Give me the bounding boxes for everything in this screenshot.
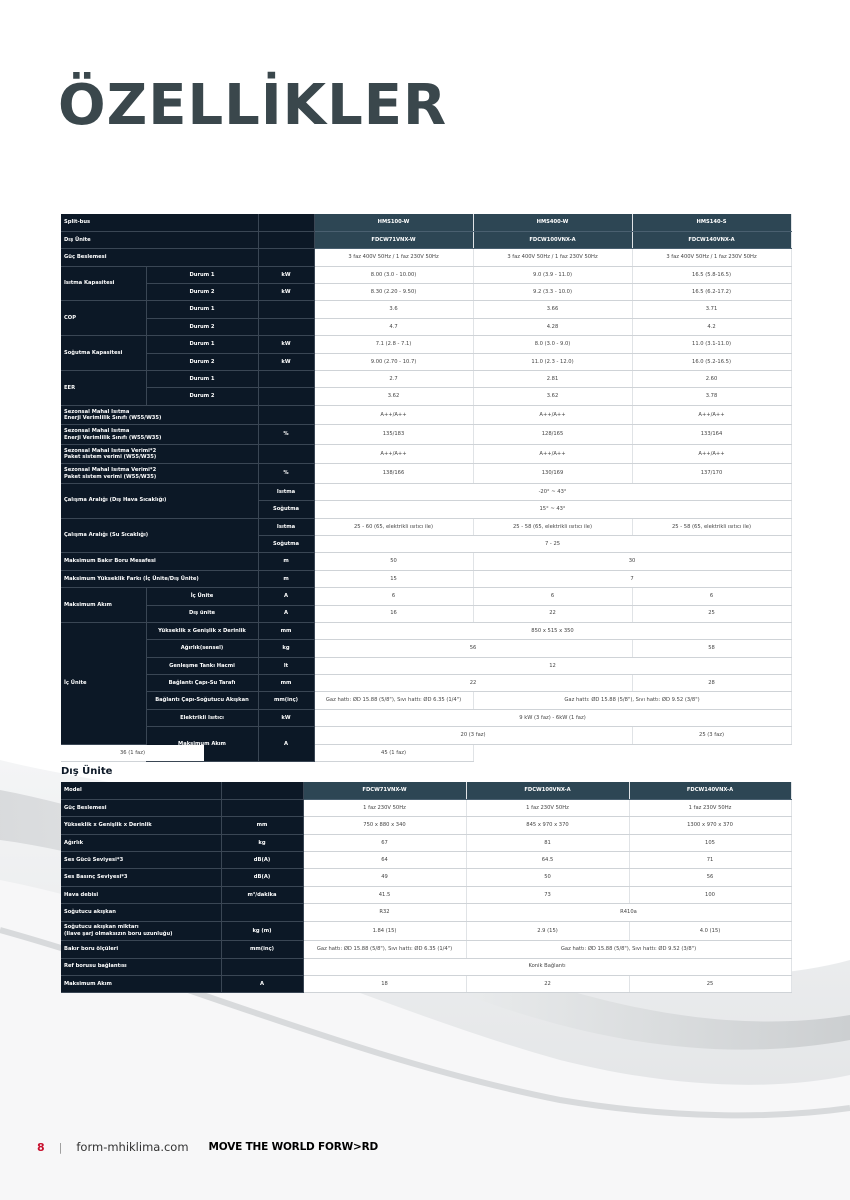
table-cell-value: 1300 x 970 x 370 <box>629 817 791 834</box>
table-row <box>61 869 791 886</box>
table-cell-label: Durum 1 <box>146 336 258 353</box>
table-cell-label: Yükseklik x Genişlik x Derinlik <box>146 622 258 639</box>
table-row <box>61 921 791 941</box>
table-row <box>61 904 791 921</box>
table-cell-label: Durum 2 <box>146 284 258 301</box>
table-cell-value: 8.00 (3.0 - 10.00) <box>314 266 473 283</box>
section-title-outdoor-unit: Dış Ünite <box>61 766 113 777</box>
table-cell-value: 28 <box>632 675 791 692</box>
table-cell-value: 12 <box>314 657 791 674</box>
table-row <box>61 214 791 231</box>
table-row <box>61 405 791 425</box>
table-cell-value: 16 <box>314 605 473 622</box>
table-cell-value: 56 <box>629 869 791 886</box>
table-cell-value: 18 <box>303 975 466 992</box>
table-cell-value: A++/A++ <box>473 405 632 425</box>
table-cell-label: kW <box>258 709 314 726</box>
table-cell-value: 25 - 60 (65, elektrikli ısıtıcı ile) <box>314 518 473 535</box>
table-row <box>61 336 791 353</box>
table-row <box>61 782 791 799</box>
table-cell-value: 1.84 (15) <box>303 921 466 941</box>
table-cell-label: Ref borusu bağlantısı <box>61 958 221 975</box>
table-cell-value: 64 <box>303 852 466 869</box>
table-cell-value: 56 <box>314 640 632 657</box>
table-cell-label: mm <box>258 675 314 692</box>
table-cell-label: Maksimum Yükseklik Farkı (İç Ünite/Dış Ünite) <box>61 570 258 587</box>
table-row <box>61 570 791 587</box>
table-cell-value: 9.00 (2.70 - 10.7) <box>314 353 473 370</box>
table-cell-label: Soğutucu akışkan miktarı (Ilave şarj olmaksızın boru uzunluğu) <box>61 921 221 941</box>
table-cell-label: A <box>221 975 303 992</box>
table-cell-value: 11.0 (2.3 - 12.0) <box>473 353 632 370</box>
table-cell-label: Genleşme Tankı Hacmi <box>146 657 258 674</box>
spec-table-outdoor <box>61 782 792 993</box>
table-cell-value: Gaz hattı: ØD 15.88 (5/8"), Sıvı hattı: ØD 6.35 (1/4") <box>314 692 473 709</box>
table-cell-value: 22 <box>466 975 629 992</box>
table-cell-value: 845 x 970 x 370 <box>466 817 629 834</box>
table-cell-value: 2.81 <box>473 371 632 388</box>
table-cell-value: 6 <box>632 588 791 605</box>
table-cell-label <box>221 799 303 816</box>
table-cell-label: dB(A) <box>221 869 303 886</box>
table-cell-label: Durum 1 <box>146 266 258 283</box>
table-cell-value: 3.62 <box>473 388 632 405</box>
footer-separator: | <box>58 1140 63 1154</box>
table-cell-value: 25 <box>632 605 791 622</box>
table-cell-value: 3.71 <box>632 301 791 318</box>
table-cell-label: Çalışma Aralığı (Dış Hava Sıcaklığı) <box>61 483 258 518</box>
table-cell-value: 71 <box>629 852 791 869</box>
table-cell-label: Isıtma <box>258 483 314 500</box>
table-row <box>61 941 791 958</box>
table-cell-value: 2.60 <box>632 371 791 388</box>
table-cell-label <box>258 405 314 425</box>
table-cell-value: 750 x 880 x 340 <box>303 817 466 834</box>
footer <box>37 1139 378 1155</box>
table-cell-value: 7.1 (2.8 - 7.1) <box>314 336 473 353</box>
table-cell-value: 41.5 <box>303 886 466 903</box>
table-cell-label: Maksimum Akım <box>146 727 258 762</box>
table-cell-label: lt <box>258 657 314 674</box>
table-cell-value: 133/164 <box>632 425 791 445</box>
table-cell-value: A++/A++ <box>632 405 791 425</box>
table-cell-label: A <box>258 727 314 762</box>
table-cell-label: Hava debisi <box>61 886 221 903</box>
table-cell-label: EER <box>61 371 146 406</box>
table-cell-value: 3.66 <box>473 301 632 318</box>
table-cell-value: 4.2 <box>632 318 791 335</box>
table-cell-label: Maksimum Bakır Boru Mesafesi <box>61 553 258 570</box>
table-row <box>61 284 791 301</box>
table-cell-value: 73 <box>466 886 629 903</box>
table-cell-value: A++/A++ <box>473 444 632 464</box>
table-cell-label: Sezonsal Mahal Isıtma Enerji Verimlilik Sınıfı (W55/W35) <box>61 425 258 445</box>
table-cell-value: HMS400-W <box>473 214 632 231</box>
table-cell-value: 4.28 <box>473 318 632 335</box>
table-row <box>61 249 791 266</box>
table-cell-value: 4.0 (15) <box>629 921 791 941</box>
table-cell-label <box>258 249 314 266</box>
table-cell-value: 9.0 (3.9 - 11.0) <box>473 266 632 283</box>
table-cell-label: Durum 2 <box>146 353 258 370</box>
table-cell-value: FDCW140VNX-A <box>632 231 791 248</box>
table-cell-value: 135/183 <box>314 425 473 445</box>
table-cell-value: 8.30 (2.20 - 9.50) <box>314 284 473 301</box>
table-cell-value: 11.0 (3.1-11.0) <box>632 336 791 353</box>
table-cell-label: Elektrikli Isıtıcı <box>146 709 258 726</box>
table-cell-label <box>258 388 314 405</box>
table-row <box>61 834 791 851</box>
table-row <box>61 975 791 992</box>
table-cell-label: Yükseklik x Genişlik x Derinlik <box>61 817 221 834</box>
table-cell-label <box>258 231 314 248</box>
table-row <box>61 692 791 709</box>
table-row <box>61 709 791 726</box>
table-cell-label: % <box>258 464 314 484</box>
table-cell-value: 100 <box>629 886 791 903</box>
table-cell-value: HMS140-S <box>632 214 791 231</box>
table-cell-value: R410a <box>466 904 791 921</box>
table-cell-value: 49 <box>303 869 466 886</box>
table-cell-label: Isıtma <box>258 518 314 535</box>
table-cell-value: 138/166 <box>314 464 473 484</box>
table-cell-label: COP <box>61 301 146 336</box>
table-cell-value: A++/A++ <box>314 444 473 464</box>
table-cell-value: 6 <box>473 588 632 605</box>
table-cell-value: 25 - 58 (65, elektrikli ısıtıcı ile) <box>632 518 791 535</box>
table-cell-value: 22 <box>314 675 632 692</box>
table-cell-value: Gaz hattı: ØD 15.88 (5/8"), Sıvı hattı: ØD 9.52 (3/8") <box>466 941 791 958</box>
table-cell-value: 3 faz 400V 50Hz / 1 faz 230V 50Hz <box>473 249 632 266</box>
table-cell-value: FDCW71VNX-W <box>314 231 473 248</box>
table-cell-value: 36 (1 faz) <box>61 744 204 761</box>
website-link[interactable]: form-mhiklima.com <box>76 1140 189 1154</box>
table-cell-label: Isıtma Kapasitesi <box>61 266 146 301</box>
table-cell-value: 850 x 515 x 350 <box>314 622 791 639</box>
table-row <box>61 886 791 903</box>
table-cell-label: kW <box>258 284 314 301</box>
table-row <box>61 727 791 744</box>
table-row <box>61 371 791 388</box>
table-cell-label: Sezonsal Mahal Isıtma Verimi*2 Paket sistem verimi (W55/W35) <box>61 444 258 464</box>
table-cell-label: Güç Beslemesi <box>61 249 258 266</box>
table-row <box>61 622 791 639</box>
table-cell-value: 15° ~ 43° <box>314 501 791 518</box>
table-cell-value: 67 <box>303 834 466 851</box>
table-row <box>61 464 791 484</box>
table-cell-value: -20° ~ 43° <box>314 483 791 500</box>
table-cell-value: 8.0 (3.0 - 9.0) <box>473 336 632 353</box>
table-cell-value: A++/A++ <box>632 444 791 464</box>
table-cell-value: 15 <box>314 570 473 587</box>
table-row <box>61 675 791 692</box>
table-cell-label: Soğutma <box>258 535 314 552</box>
table-row <box>61 353 791 370</box>
table-row <box>61 657 791 674</box>
table-row <box>61 231 791 248</box>
table-cell-label: m³/dakika <box>221 886 303 903</box>
table-cell-value: HMS100-W <box>314 214 473 231</box>
table-cell-label: dB(A) <box>221 852 303 869</box>
table-cell-value: 9 kW (3 faz) - 6kW (1 faz) <box>314 709 791 726</box>
table-cell-value: R32 <box>303 904 466 921</box>
page-number: 8 <box>37 1140 45 1154</box>
table-cell-value: FDCW100VNX-A <box>473 231 632 248</box>
table-cell-value: 16.5 (6.2-17.2) <box>632 284 791 301</box>
table-cell-label: Durum 2 <box>146 388 258 405</box>
table-cell-label: Durum 1 <box>146 371 258 388</box>
table-cell-value: FDCW140VNX-A <box>629 782 791 799</box>
table-cell-value: 16.5 (5.8-16.5) <box>632 266 791 283</box>
table-cell-value: 30 <box>473 553 791 570</box>
table-cell-value: Gaz hattı: ØD 15.88 (5/8"), Sıvı hattı: ØD 6.35 (1/4") <box>303 941 466 958</box>
table-cell-label: Soğutma <box>258 501 314 518</box>
table-cell-label: Split-bus <box>61 214 258 231</box>
table-cell-label <box>258 214 314 231</box>
table-cell-label: İç Ünite <box>146 588 258 605</box>
table-cell-value: Konik Bağlantı <box>303 958 791 975</box>
table-cell-value: 137/170 <box>632 464 791 484</box>
table-cell-value: 22 <box>473 605 632 622</box>
brand-slogan: MOVE THE WORLD FORW>RD <box>208 1141 378 1153</box>
table-row <box>61 444 791 464</box>
table-cell-label: A <box>258 588 314 605</box>
table-cell-label <box>258 301 314 318</box>
table-cell-label: Dış Ünite <box>61 231 258 248</box>
table-cell-label: Durum 1 <box>146 301 258 318</box>
table-row <box>61 388 791 405</box>
table-cell-label: mm <box>258 622 314 639</box>
table-cell-value: 9.2 (3.3 - 10.0) <box>473 284 632 301</box>
table-cell-value: 7 - 25 <box>314 535 791 552</box>
table-cell-value: 81 <box>466 834 629 851</box>
table-row <box>61 817 791 834</box>
table-cell-label: m <box>258 570 314 587</box>
table-cell-label: kW <box>258 266 314 283</box>
table-cell-label: A <box>258 605 314 622</box>
table-cell-label: Maksimum Akım <box>61 588 146 623</box>
table-cell-label: kg <box>221 834 303 851</box>
table-row <box>61 588 791 605</box>
table-cell-value: FDCW100VNX-A <box>466 782 629 799</box>
table-cell-label: Durum 2 <box>146 318 258 335</box>
table-cell-value: A++/A++ <box>314 405 473 425</box>
page-title: ÖZELLİKLER <box>58 73 448 138</box>
table-row <box>61 483 791 500</box>
table-row <box>61 605 791 622</box>
table-row <box>61 266 791 283</box>
table-cell-label: Sezonsal Mahal Isıtma Verimi*2 Paket sistem verimi (W55/W35) <box>61 464 258 484</box>
table-row <box>61 318 791 335</box>
table-cell-label: Ses Gücü Seviyesi*3 <box>61 852 221 869</box>
table-cell-value: FDCW71VNX-W <box>303 782 466 799</box>
table-row <box>61 425 791 445</box>
table-cell-label: kW <box>258 353 314 370</box>
table-cell-value: 1 faz 230V 50Hz <box>303 799 466 816</box>
table-row <box>61 301 791 318</box>
table-cell-label <box>221 958 303 975</box>
table-cell-value: 45 (1 faz) <box>314 744 473 761</box>
table-cell-label: Güç Beslemesi <box>61 799 221 816</box>
table-cell-value: Gaz hattı: ØD 15.88 (5/8"), Sıvı hattı: ØD 9.52 (3/8") <box>473 692 791 709</box>
table-cell-label: Ağırlık <box>61 834 221 851</box>
table-cell-label: Dış ünite <box>146 605 258 622</box>
table-cell-value: 58 <box>632 640 791 657</box>
table-cell-label: % <box>258 425 314 445</box>
table-cell-value: 130/169 <box>473 464 632 484</box>
table-row <box>61 640 791 657</box>
spec-table-split <box>61 214 792 762</box>
table-row <box>61 744 791 761</box>
table-cell-label: Bağlantı Çapı-Soğutucu Akışkan <box>146 692 258 709</box>
table-cell-value: 1 faz 230V 50Hz <box>629 799 791 816</box>
table-cell-label: Bağlantı Çapı-Su Tarafı <box>146 675 258 692</box>
table-cell-value: 16.0 (5.2-16.5) <box>632 353 791 370</box>
table-cell-value: 50 <box>314 553 473 570</box>
table-cell-label: mm(inç) <box>221 941 303 958</box>
table-row <box>61 958 791 975</box>
table-row <box>61 518 791 535</box>
table-cell-value: 50 <box>466 869 629 886</box>
table-cell-label <box>258 371 314 388</box>
table-cell-label: Maksimum Akım <box>61 975 221 992</box>
table-row <box>61 553 791 570</box>
table-cell-value: 7 <box>473 570 791 587</box>
table-cell-label: Soğutma Kapasitesi <box>61 336 146 371</box>
table-cell-label: mm(inç) <box>258 692 314 709</box>
table-cell-value: 3.62 <box>314 388 473 405</box>
table-cell-label <box>221 782 303 799</box>
table-cell-value: 128/165 <box>473 425 632 445</box>
table-cell-label: Model <box>61 782 221 799</box>
table-cell-value: 4.7 <box>314 318 473 335</box>
table-cell-label: Bakır boru ölçüleri <box>61 941 221 958</box>
table-cell-value: 20 (3 faz) <box>314 727 632 744</box>
table-cell-label: m <box>258 553 314 570</box>
table-cell-label: kg <box>258 640 314 657</box>
table-cell-label: kW <box>258 336 314 353</box>
table-cell-label: Çalışma Aralığı (Su Sıcaklığı) <box>61 518 258 553</box>
table-cell-value: 3.78 <box>632 388 791 405</box>
table-cell-value: 25 - 58 (65, elektrikli ısıtıcı ile) <box>473 518 632 535</box>
table-cell-label: mm <box>221 817 303 834</box>
table-cell-value: 25 <box>629 975 791 992</box>
table-cell-label: Ağırlık(sensel) <box>146 640 258 657</box>
table-cell-label: kg (m) <box>221 921 303 941</box>
table-cell-value: 25 (3 faz) <box>632 727 791 744</box>
table-row <box>61 852 791 869</box>
table-cell-value: 64.5 <box>466 852 629 869</box>
table-cell-label <box>258 318 314 335</box>
table-cell-value: 2.7 <box>314 371 473 388</box>
table-cell-label: İç Ünite <box>61 622 146 744</box>
table-cell-value: 3 faz 400V 50Hz / 1 faz 230V 50Hz <box>314 249 473 266</box>
table-cell-label: Sezonsal Mahal Isıtma Enerji Verimlilik Sınıfı (W55/W35) <box>61 405 258 425</box>
table-cell-label: Ses Basınç Seviyesi*3 <box>61 869 221 886</box>
table-cell-value: 2.9 (15) <box>466 921 629 941</box>
table-cell-value: 1 faz 230V 50Hz <box>466 799 629 816</box>
table-cell-label <box>258 444 314 464</box>
table-cell-value: 105 <box>629 834 791 851</box>
table-cell-label: Soğutucu akışkan <box>61 904 221 921</box>
table-cell-value: 3 faz 400V 50Hz / 1 faz 230V 50Hz <box>632 249 791 266</box>
table-row <box>61 799 791 816</box>
table-cell-label <box>221 904 303 921</box>
table-cell-value: 6 <box>314 588 473 605</box>
table-cell-value: 3.6 <box>314 301 473 318</box>
